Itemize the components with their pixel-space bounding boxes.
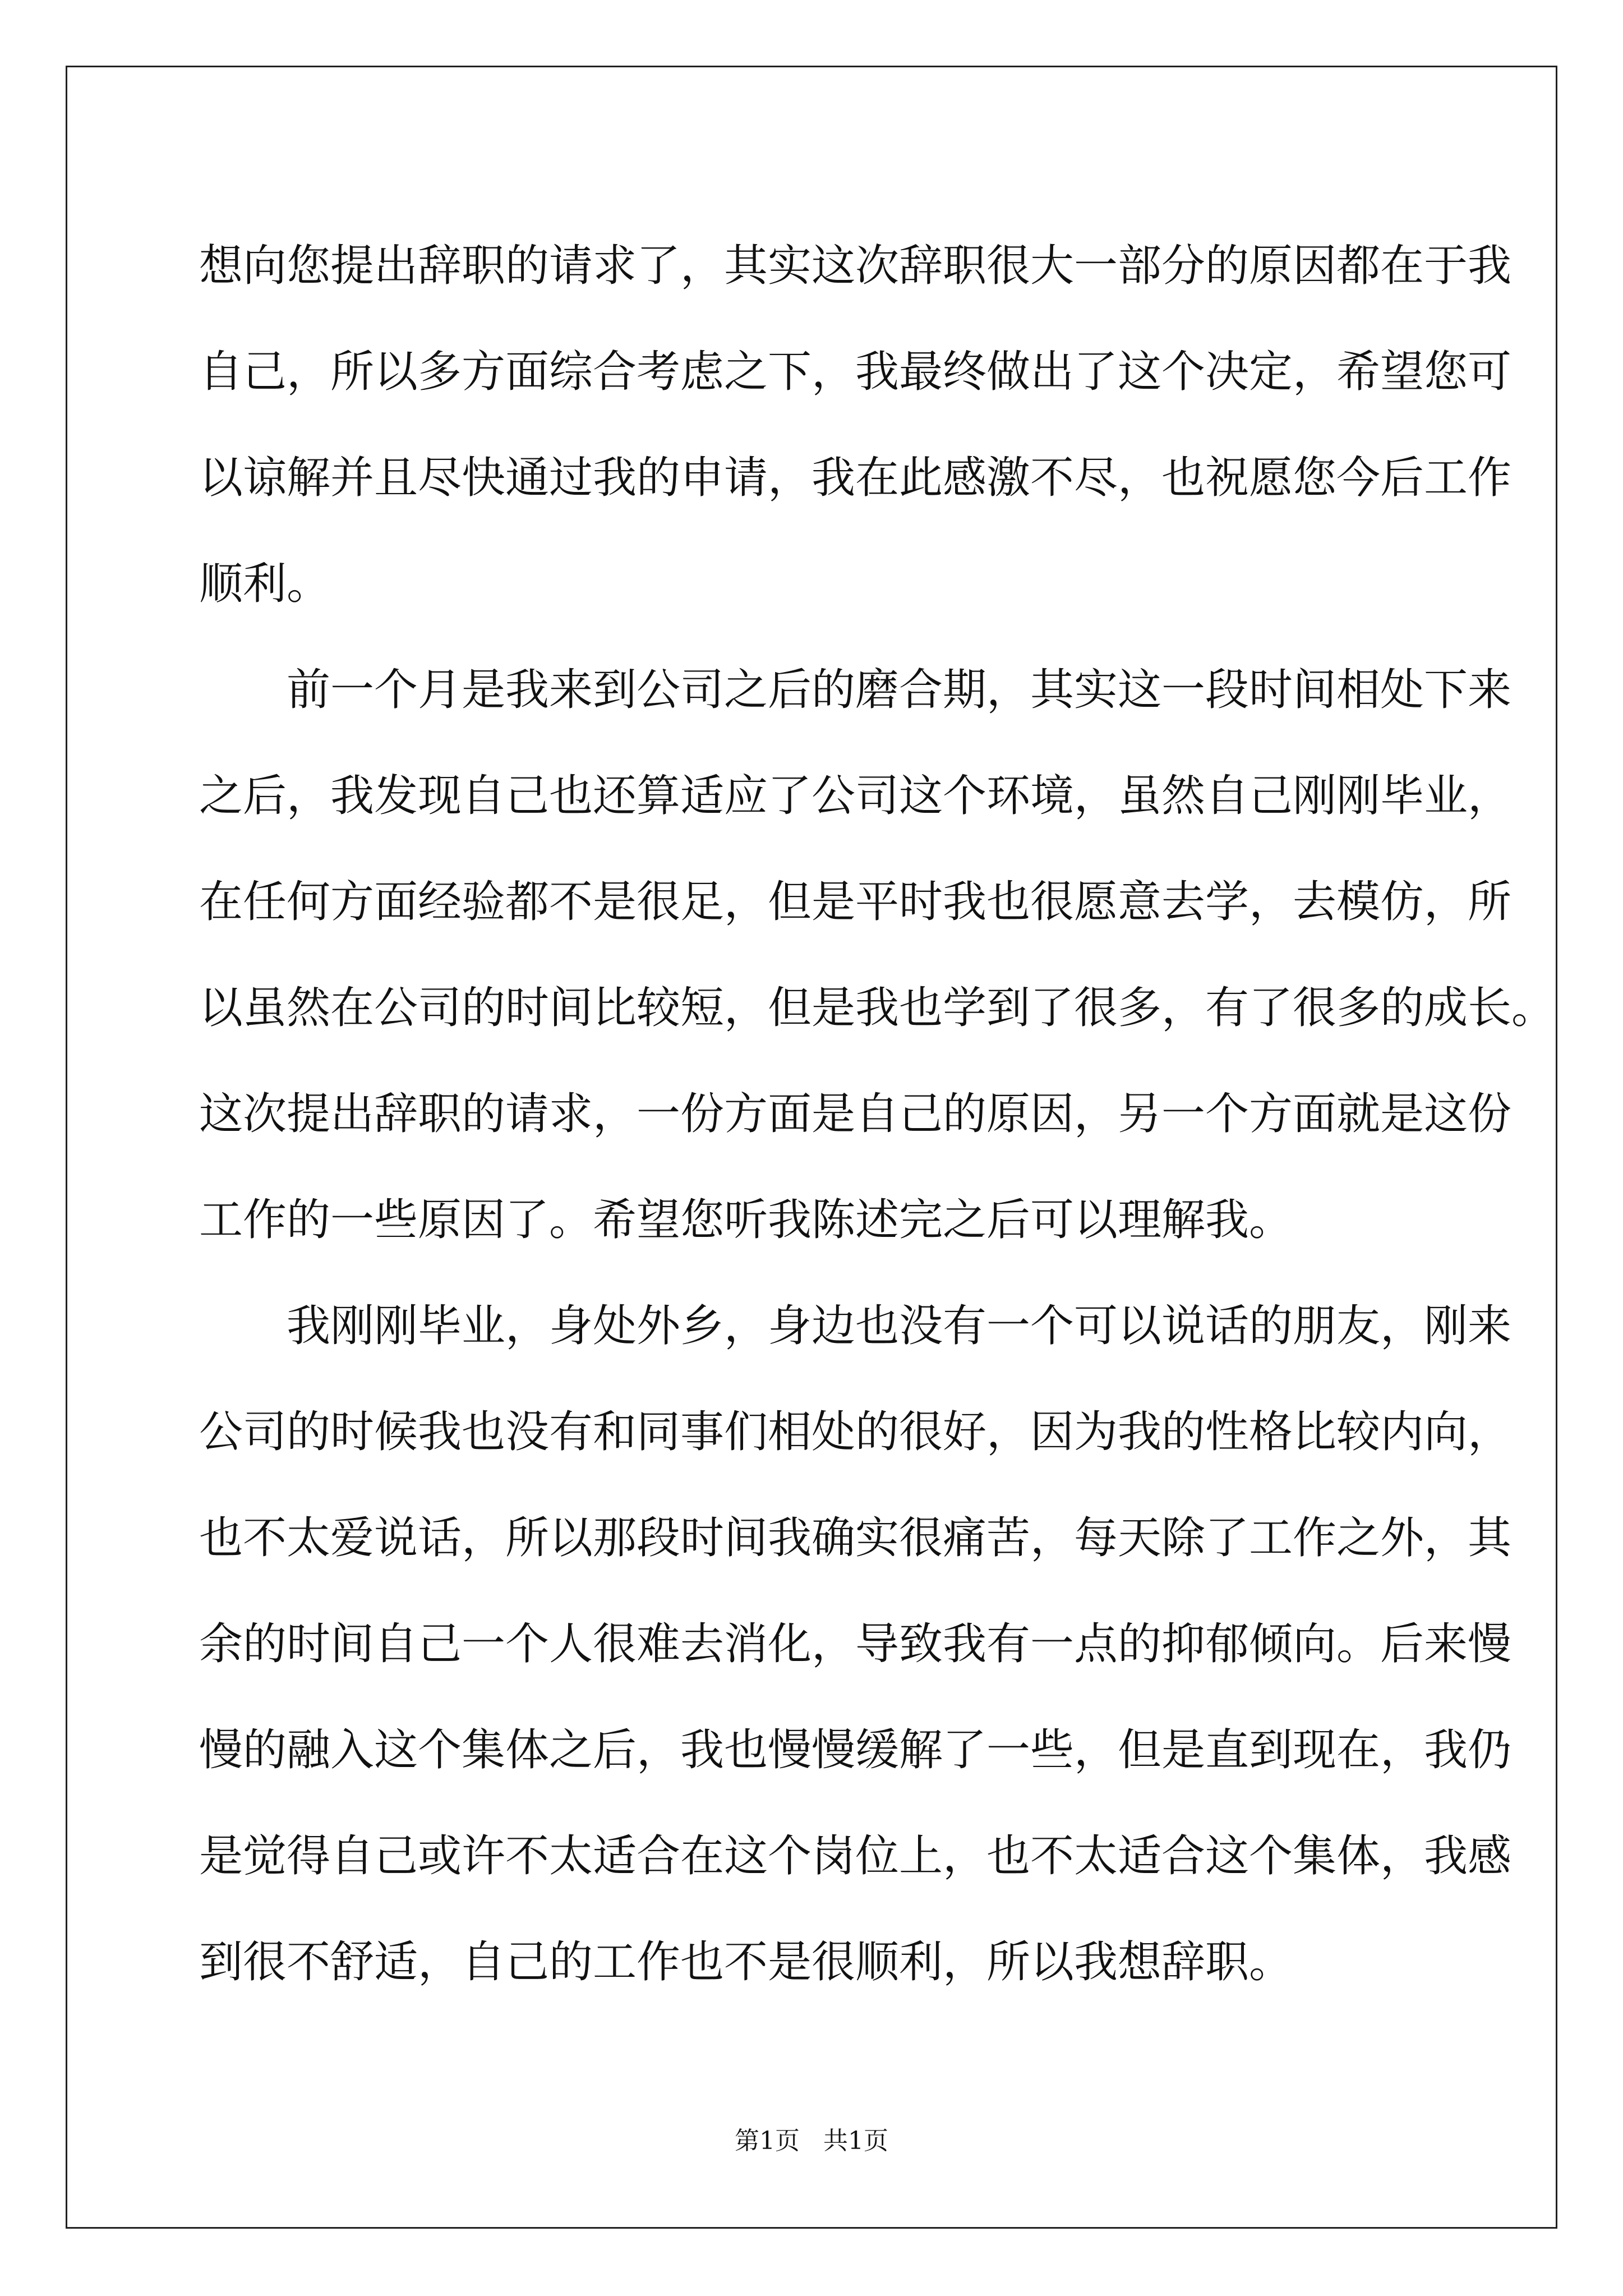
page-total: 共1页: [823, 2127, 888, 2155]
text-line: 以谅解并且尽快通过我的申请，我在此感激不尽，也祝愿您今后工作: [199, 453, 1512, 503]
text-line: 公司的时候我也没有和同事们相处的很好，因为我的性格比较内向，: [199, 1407, 1512, 1457]
text-line: 工作的一些原因了。希望您听我陈述完之后可以理解我。: [199, 1195, 1293, 1245]
text-line: 顺利。: [199, 559, 331, 609]
text-line: 想向您提出辞职的请求了，其实这次辞职很大一部分的原因都在于我: [199, 241, 1512, 291]
page-footer: [0, 2120, 1623, 2156]
page-number: 第1页: [735, 2127, 800, 2155]
text-line: 余的时间自己一个人很难去消化，导致我有一点的抑郁倾向。后来慢: [199, 1619, 1512, 1669]
text-line: 到很不舒适，自己的工作也不是很顺利，所以我想辞职。: [199, 1937, 1293, 1987]
text-line: 慢的融入这个集体之后，我也慢慢缓解了一些，但是直到现在，我仍: [199, 1725, 1512, 1775]
text-line: 是觉得自己或许不太适合在这个岗位上，也不太适合这个集体，我感: [199, 1831, 1512, 1881]
text-line: 之后，我发现自己也还算适应了公司这个环境，虽然自己刚刚毕业，: [199, 771, 1512, 821]
text-line: 前一个月是我来到公司之后的磨合期，其实这一段时间相处下来: [199, 665, 1512, 715]
text-line: 以虽然在公司的时间比较短，但是我也学到了很多，有了很多的成长。: [199, 983, 1556, 1033]
document-body: [199, 213, 1556, 2016]
text-line: 也不太爱说话，所以那段时间我确实很痛苦，每天除了工作之外，其: [199, 1513, 1512, 1563]
text-line: 这次提出辞职的请求，一份方面是自己的原因，另一个方面就是这份: [199, 1089, 1512, 1139]
text-line: 我刚刚毕业，身处外乡，身边也没有一个可以说话的朋友，刚来: [199, 1301, 1512, 1351]
text-line: 在任何方面经验都不是很足，但是平时我也很愿意去学，去模仿，所: [199, 877, 1512, 927]
text-line: 自己，所以多方面综合考虑之下，我最终做出了这个决定，希望您可: [199, 347, 1512, 397]
